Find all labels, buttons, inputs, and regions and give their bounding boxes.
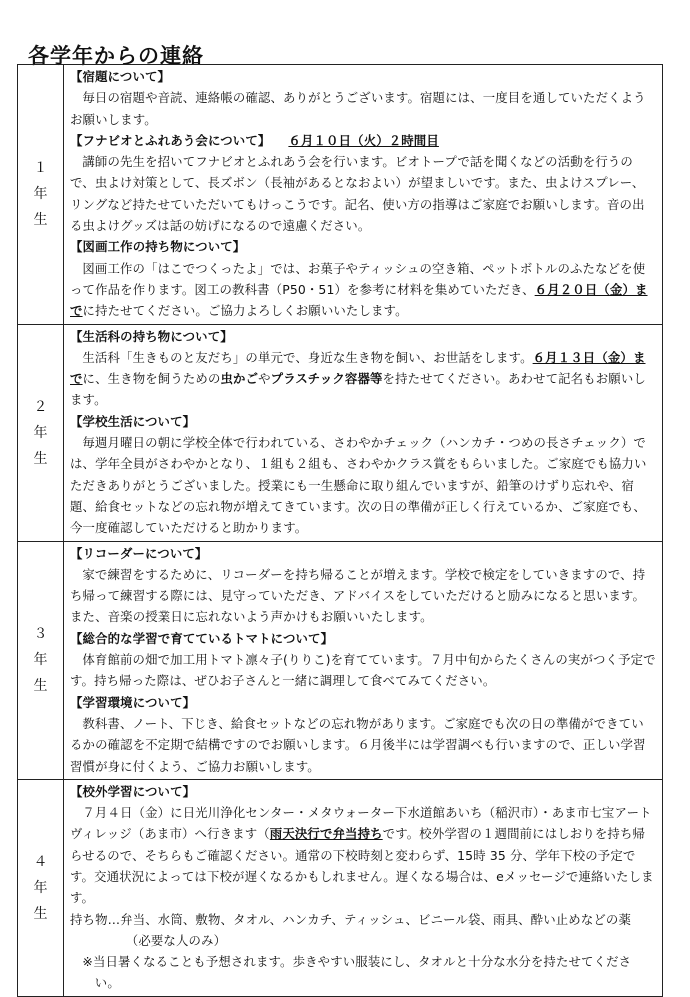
section-text <box>70 347 656 411</box>
text-span: や <box>258 371 271 387</box>
section-heading: 【学校生活について】 <box>70 413 196 429</box>
grade-label-3 <box>18 541 64 779</box>
section-heading: 【総合的な学習で育てているトマトについて】 <box>70 630 334 646</box>
grade-row-3 <box>18 541 663 779</box>
due-date: ６月１３日（金）まで <box>70 349 646 387</box>
rain-note: 雨天決行で弁当持ち <box>269 826 383 842</box>
section-text <box>70 802 656 908</box>
text-span: 図画工作の「はこでつくったよ」では、お菓子やティッシュの空き箱、ペットボトルのふたなどを使って作品を作ります。図工の教科書（P50・51）を参考に材料を集めていただき、 <box>70 260 646 297</box>
grade-row-1 <box>18 65 663 325</box>
section-text: 講師の先生を招いてフナビオとふれあう会を行います。ビオトープで話を聞くなどの活動を行うので、虫よけ対策として、長ズボン（長袖があるとなおよい）が望ましいです。また、虫よけスプレー、リングなど持たせていただいてもけっこうです。記名、使い方の指導はご家庭でお願いします。音の出る虫よけグッズは話の妨げになるので遠慮ください。 <box>70 154 645 234</box>
section-heading: 【図画工作の持ち物について】 <box>70 239 246 255</box>
grade-label-char: 年 <box>33 652 48 669</box>
grade-content-3 <box>64 541 663 779</box>
grade-label-char: 年 <box>33 879 48 896</box>
grade-label-char: １ <box>33 160 48 177</box>
grade-label-char: ３ <box>33 626 48 643</box>
items-list: 持ち物…弁当、水筒、敷物、タオル、ハンカチ、ティッシュ、ビニール袋、雨具、酔い止めなどの薬（必要な人のみ） <box>70 911 631 948</box>
section-text <box>70 258 656 322</box>
item-highlight: プラスチック容器等 <box>270 371 383 387</box>
section-heading: 【リコーダーについて】 <box>70 545 208 561</box>
section-text: 家で練習をするために、リコーダーを持ち帰ることが増えます。学校で検定をしていきますので、持ち帰って練習する際には、見守っていただき、アドバイスをしていただけると励みになると思います。また、音楽の授業日に忘れないよう声かけもお願いいたします。 <box>70 566 646 625</box>
grade-row-2 <box>18 324 663 541</box>
grade-label-char: 生 <box>33 905 48 922</box>
grade-content-4 <box>64 779 663 996</box>
text-span: 生活科「生きものと友だち」の単元で、身近な生き物を飼い、お世話をします。 <box>82 349 533 365</box>
grade-label-4 <box>18 779 64 996</box>
text-span: に持たせてください。ご協力よろしくお願いいたします。 <box>82 303 408 319</box>
grade-label-char: 年 <box>33 424 48 441</box>
section-heading: 【宿題について】 <box>70 69 171 84</box>
grade-label-char: 生 <box>33 212 48 229</box>
grade-label-char: 生 <box>33 678 48 695</box>
text-span: ７月４日（金）に日光川浄化センター・メタウォーター下水道館あいち（稲沢市）・あま市七宝アートヴィレッジ（あま市）へ行きます（ <box>70 805 652 842</box>
item-highlight: 虫かご <box>220 371 259 387</box>
grade-label-char: ４ <box>33 853 48 870</box>
grade-label-2 <box>18 324 64 541</box>
grade-label-1 <box>18 65 64 325</box>
section-heading: 【学習環境について】 <box>70 694 196 710</box>
grade-content-1 <box>64 65 663 325</box>
section-text: 毎日の宿題や音読、連絡帳の確認、ありがとうございます。宿題には、一度目を通していただくようお願いします。 <box>70 90 646 127</box>
section-text: 毎週月曜日の朝に学校全体で行われている、さわやかチェック（ハンカチ・つめの長さチェック）では、学年全員がさわやかとなり、１組も２組も、さわやかクラス賞をもらいました。ご家庭でも協力いただきありがとうございました。授業にも一生懸命に取り組んでいますが、鉛筆のけずり忘れや、宿題、給食セットなどの忘れ物が増えてきています。次の日の準備が正しく行えているか、ご家庭でも、今一度確認していただけると助かります。 <box>70 435 647 536</box>
text-span: です。校外学習の１週間前にはしおりを持ち帰らせるので、そちらもご確認ください。通常の下校時刻と変わらず、15時 35 分、学年下校の予定です。交通状況によっては下校が遅くなるかもしれません。遅くなる場合は、eメッセージで連絡いたします。 <box>70 826 654 906</box>
grade-row-4 <box>18 779 663 996</box>
section-text: 教科書、ノート、下じき、給食セットなどの忘れ物があります。ご家庭でも次の日の準備ができているかの確認を不定期で結構ですのでお願いします。６月後半には学習調べも行いますので、正しい学習習慣が身に付くよう、ご協力お願いします。 <box>70 715 646 774</box>
due-date: ６月２０日（金）まで <box>70 281 648 319</box>
grade-label-char: ２ <box>33 398 48 415</box>
grade-content-2 <box>64 324 663 541</box>
section-heading: 【生活科の持ち物について】 <box>70 328 233 344</box>
section-heading: 【校外学習について】 <box>70 783 196 799</box>
text-span: を持たせてください。あわせて記名もお願いします。 <box>70 371 646 408</box>
note-text: ※当日暑くなることも予想されます。歩きやすい服装にし、タオルと十分な水分を持たせてください。 <box>82 954 632 991</box>
grade-label-char: 生 <box>33 450 48 467</box>
grade-table <box>17 64 663 997</box>
section-text: 体育館前の畑で加工用トマト凛々子(りりこ)を育てています。７月中旬からたくさんの実がつく予定です。持ち帰った際は、ぜひお子さんと一緒に調理して食べてみてください。 <box>70 652 656 689</box>
section-heading-row <box>70 130 656 151</box>
section-heading: 【フナビオとふれあう会について】 <box>70 132 271 148</box>
text-span: に、生き物を飼うための <box>82 371 221 387</box>
grade-label-char: 年 <box>33 186 48 203</box>
event-date: ６月１０日（火）２時間目 <box>288 132 439 148</box>
page-title: 各学年からの連絡 <box>28 44 204 68</box>
